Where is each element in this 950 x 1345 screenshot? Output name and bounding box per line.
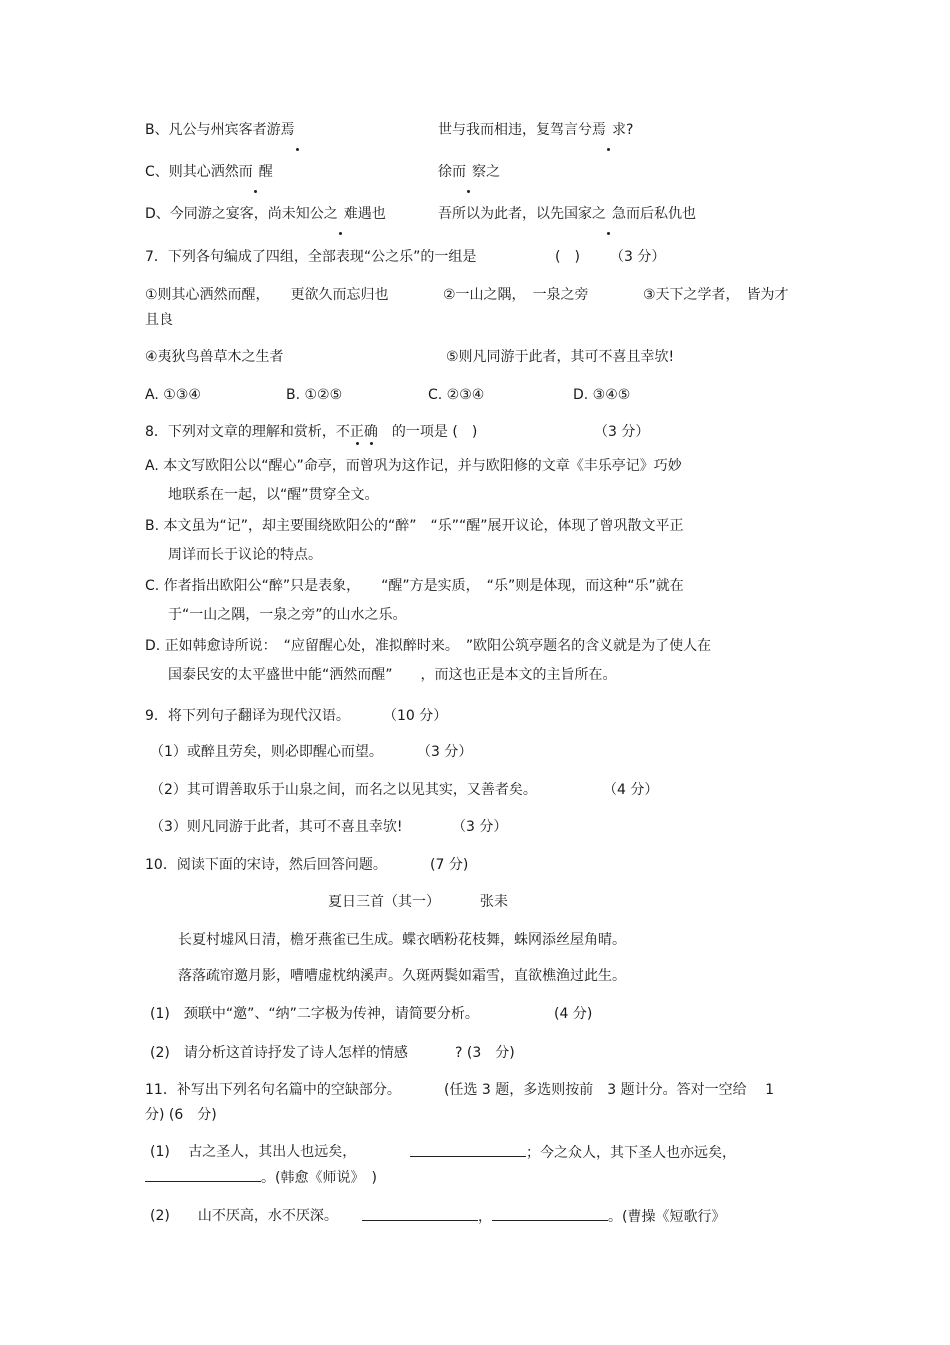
q10-sub-2: (2) 请分析这首诗抒发了诗人怎样的情感 (150, 1045, 408, 1061)
q8-option-a-line2: 地联系在一起，以“醒”贯穿全文。 (168, 487, 379, 503)
q6-option-b-right: 世与我而相违，复驾言兮焉 求? (438, 122, 634, 138)
q6-option-c-left: C、则其心洒然而 醒 (145, 164, 273, 180)
q11-note-cont: 分) (6 分) (145, 1107, 217, 1123)
q11-note: (任选 3 题，多选则按前 3 题计分。答对一空给 1 (444, 1082, 774, 1098)
q7-option-d: D. ③④⑤ (573, 387, 631, 403)
q9-item-3-score: （3 分） (452, 819, 508, 835)
q7-option-a: A. ①③④ (145, 387, 201, 403)
q6-option-c-right: 徐而 察之 (438, 164, 500, 180)
q8-option-a-line1: A. 本文写欧阳公以“醒心”命亭，而曾巩为这作记，并与欧阳修的文章《丰乐亭记》巧妙 (145, 458, 682, 474)
q9-item-1: （1）或醉且劳矣，则必即醒心而望。 (150, 744, 383, 760)
q7-score: （3 分） (610, 249, 666, 265)
q11-item-2: (2) 山不厌高，水不厌深。 (150, 1208, 338, 1224)
q11-item-1-line2: 。(韩愈《师说》 ) (145, 1167, 377, 1188)
q9-item-1-score: （3 分） (417, 744, 473, 760)
q7-stem: 7．下列各句编成了四组，全部表现“公之乐”的一组是 (145, 249, 477, 265)
q8-option-b-line1: B. 本文虽为“记”，却主要围绕欧阳公的“醉” “乐”“醒”展开议论，体现了曾巩散文平正 (145, 518, 684, 534)
q6-option-d-left: D、今同游之宴客，尚未知公之 难遇也 (145, 206, 386, 222)
q8-option-c-line2: 于“一山之隅，一泉之旁”的山水之乐。 (168, 607, 407, 623)
q9-stem: 9．将下列句子翻译为现代汉语。 (145, 708, 350, 724)
q11-stem: 11．补写出下列名句名篇中的空缺部分。 (145, 1082, 401, 1098)
answer-blank[interactable] (362, 1206, 478, 1221)
q11-item-1: (1) 古之圣人，其出人也远矣， (150, 1144, 357, 1160)
q9-item-2-score: （4 分） (603, 782, 659, 798)
poem-line-2: 落落疏帘邀月影，嘈嘈虚枕纳溪声。久斑两鬓如霜雪，直欲樵渔过此生。 (178, 968, 626, 984)
q11-item-1-cont: ；今之众人，其下圣人也亦远矣， (410, 1142, 736, 1163)
q7-sentence-4: ④夷狄鸟兽草木之生者 (145, 349, 284, 365)
q9-item-3: （3）则凡同游于此者，其可不喜且幸欤! (150, 819, 403, 835)
q9-score: （10 分） (383, 708, 448, 724)
q8-option-d-line1: D. 正如韩愈诗所说： “应留醒心处，准拟醉时来。 ”欧阳公筑亭题名的含义就是为了使人在 (145, 638, 712, 654)
q9-item-2: （2）其可谓善取乐于山泉之间，而名之以见其实，又善者矣。 (150, 782, 537, 798)
poem-title: 夏日三首（其一） (328, 894, 440, 910)
q10-sub-1: (1) 颈联中“邀”、“纳”二字极为传神，请简要分析。 (150, 1006, 479, 1022)
q7-sentence-2: ②一山之隅， 一泉之旁 (443, 287, 589, 303)
q11-item-2-cont: ， 。(曹操《短歌行》 (362, 1206, 725, 1227)
q8-score: （3 分） (594, 424, 650, 440)
q7-option-c: C. ②③④ (428, 387, 485, 403)
q7-sentence-1: ①则其心洒然而醒， 更欲久而忘归也 (145, 287, 389, 303)
q7-option-b: B. ①②⑤ (286, 387, 343, 403)
poem-line-1: 长夏村墟风日清，檐牙燕雀已生成。蝶衣晒粉花枝舞，蛛网添丝屋角晴。 (178, 932, 626, 948)
poem-author: 张耒 (480, 894, 508, 910)
answer-blank[interactable] (410, 1142, 526, 1157)
q6-option-b-left: B、凡公与州宾客者游焉 (145, 122, 295, 138)
q7-sentence-3: ③天下之学者， 皆为才 (643, 287, 789, 303)
q10-stem: 10．阅读下面的宋诗，然后回答问题。 (145, 857, 387, 873)
q8-stem: 8．下列对文章的理解和赏析，不正确 的一项是 ( ) (145, 424, 478, 440)
q7-sentence-5: ⑤则凡同游于此者，其可不喜且幸欤! (446, 349, 675, 365)
q8-option-c-line1: C. 作者指出欧阳公“醉”只是表象， “醒”方是实质， “乐”则是体现，而这种“乐”就在 (145, 578, 684, 594)
q10-sub-2-score: ? (3 分) (455, 1045, 515, 1061)
answer-blank[interactable] (492, 1206, 608, 1221)
q7-sentence-3-cont: 且良 (145, 312, 173, 328)
q10-score: (7 分) (430, 857, 469, 873)
q8-option-d-line2: 国泰民安的太平盛世中能“洒然而醒” ，而这也正是本文的主旨所在。 (168, 667, 617, 683)
answer-blank[interactable] (145, 1167, 261, 1182)
q6-option-d-right: 吾所以为此者，以先国家之 急而后私仇也 (438, 206, 696, 222)
q10-sub-1-score: (4 分) (554, 1006, 593, 1022)
q7-paren: ( ) (555, 249, 580, 265)
q8-option-b-line2: 周详而长于议论的特点。 (168, 547, 322, 563)
